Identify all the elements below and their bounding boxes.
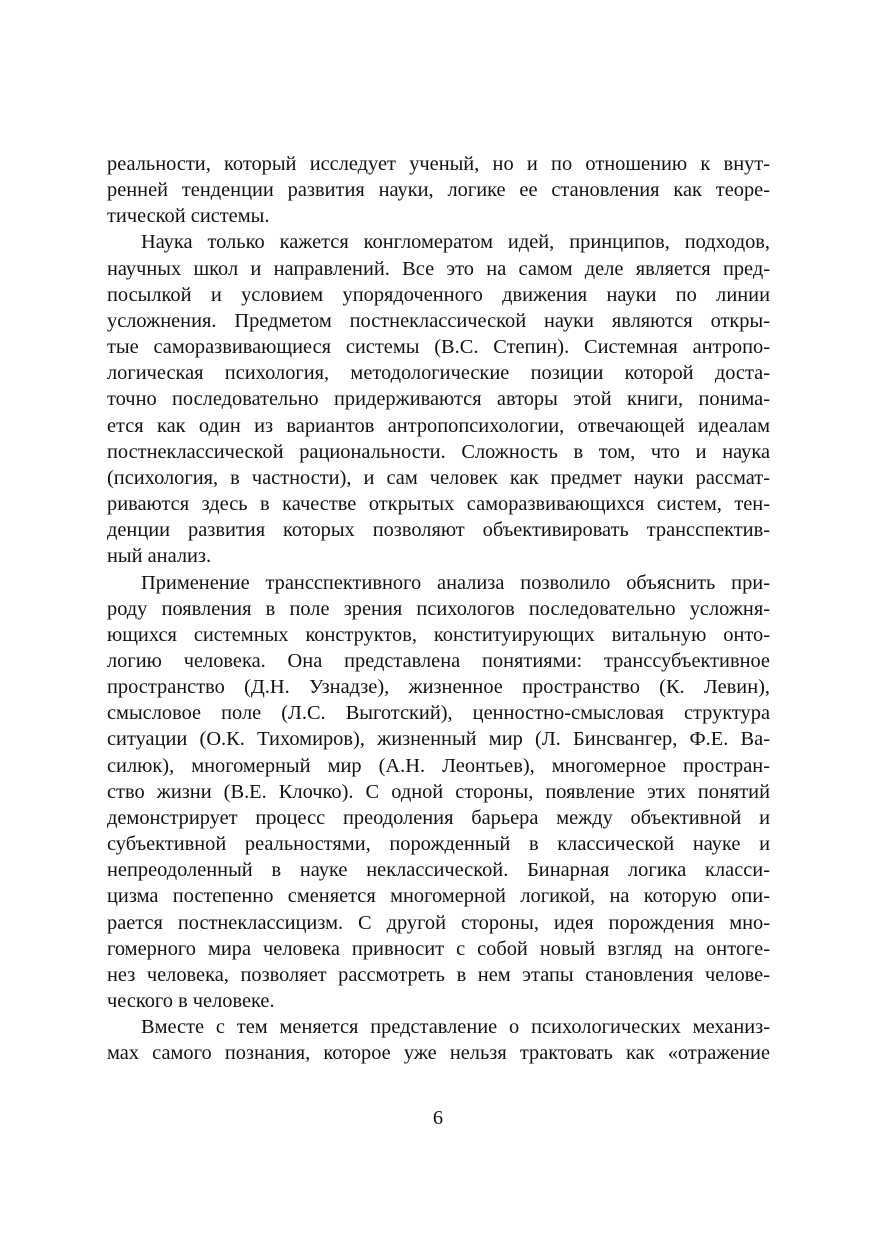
text-line: силюк), многомерный мир (А.Н. Леонтьев), многомерное простран-	[107, 754, 770, 777]
text-line: точно последовательно придерживаются авторы этой книги, понима-	[107, 388, 770, 411]
text-line: ренней тенденции развития науки, логике ее становления как теоре-	[107, 179, 770, 202]
text-line: ситуации (О.К. Тихомиров), жизненный мир (Л. Бинсвангер, Ф.Е. Ва-	[107, 728, 770, 751]
text-line: логическая психология, методологические позиции которой доста-	[107, 362, 770, 385]
text-line: усложнения. Предметом постнеклассической науки являются откры-	[107, 309, 770, 332]
text-line: ется как один из вариантов антропопсихологии, отвечающей идеалам	[107, 414, 770, 437]
text-line: постнеклассической рациональности. Сложность в том, что и наука	[107, 440, 770, 463]
paragraph-3	[107, 570, 770, 1015]
text-line: непреодоленный в науке неклассической. Бинарная логика класси-	[107, 859, 770, 882]
text-line: ство жизни (В.Е. Клочко). С одной стороны, появление этих понятий	[107, 780, 770, 803]
text-line: рается постнеклассицизм. С другой стороны, идея порождения мно-	[107, 911, 770, 934]
text-line: мах самого познания, которое уже нельзя трактовать как «отражение	[107, 1042, 770, 1065]
text-line: демонстрирует процесс преодоления барьера между объективной и	[107, 806, 770, 829]
text-line: денции развития которых позволяют объективировать трансспектив-	[107, 519, 770, 542]
text-line: Применение трансспективного анализа позволило объяснить при-	[141, 571, 770, 594]
text-line: нез человека, позволяет рассмотреть в нем этапы становления челове-	[107, 963, 770, 986]
text-line: ющихся системных конструктов, конституирующих витальную онто-	[107, 623, 770, 646]
text-line: (психология, в частности), и сам человек как предмет науки рассмат-	[107, 466, 770, 489]
text-line: ный анализ.	[107, 545, 212, 568]
paragraph-2	[107, 229, 770, 569]
text-line: посылкой и условием упорядоченного движения науки по линии	[107, 283, 770, 306]
text-line: цизма постепенно сменяется многомерной логикой, на которую опи-	[107, 885, 770, 908]
text-line: роду появления в поле зрения психологов последовательно усложня-	[107, 597, 770, 620]
text-line: пространство (Д.Н. Узнадзе), жизненное пространство (К. Левин),	[107, 676, 770, 699]
text-line: логию человека. Она представлена понятиями: транссубъективное	[107, 649, 770, 672]
text-line: тической системы.	[107, 205, 270, 228]
text-line: тые саморазвивающиеся системы (В.С. Степин). Системная антропо-	[107, 336, 770, 359]
page-number: 6	[432, 1107, 444, 1129]
text-line: ческого в человеке.	[107, 990, 275, 1012]
text-line: субъективной реальностями, порожденный в классической науке и	[107, 833, 770, 856]
text-line: смысловое поле (Л.С. Выготский), ценностно-смысловая структура	[107, 702, 770, 725]
text-line: реальности, который исследует ученый, но и по отношению к внут-	[107, 153, 770, 175]
paragraph-1	[107, 151, 770, 229]
text-line: научных школ и направлений. Все это на самом деле является пред-	[107, 257, 770, 280]
text-line: гомерного мира человека привносит с собой новый взгляд на онтоге-	[107, 937, 770, 960]
text-line: риваются здесь в качестве открытых саморазвивающихся систем, тен-	[107, 493, 770, 516]
text-line: Вместе с тем меняется представление о психологических механиз-	[141, 1016, 770, 1039]
paragraph-4	[107, 1014, 770, 1066]
body-text	[107, 151, 770, 1066]
text-line: Наука только кажется конгломератом идей, принципов, подходов,	[141, 231, 770, 254]
